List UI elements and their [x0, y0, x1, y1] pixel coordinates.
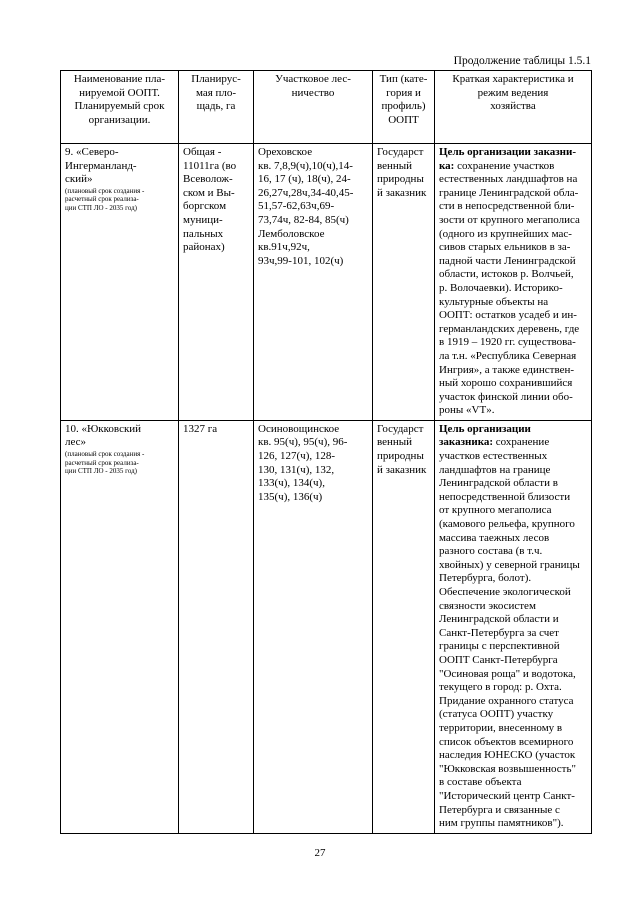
description-line: разного состава (в т.ч. [439, 545, 543, 558]
cell-oopt-name [61, 144, 179, 421]
description-line: зости от крупного мегаполиса [439, 213, 580, 226]
description-line: хвойных) у северной границы [439, 558, 580, 571]
description-line: Придание охранного статуса [439, 694, 574, 707]
forestry-line: 135(ч), 136(ч) [258, 490, 323, 503]
planned-term-note: ции СТП ЛО - 2035 год) [65, 467, 138, 476]
description-line: Петербурга и связанные с [439, 803, 560, 816]
goal-lead-tail: сохранение участков [454, 159, 555, 172]
area-line: 1327 га [183, 422, 218, 435]
forestry-line: кв. 7,8,9(ч),10(ч),14- [258, 159, 353, 172]
cell-area [179, 144, 254, 421]
table-body [61, 144, 592, 834]
area-line: 11011га (во [183, 159, 237, 172]
type-line: природны [377, 450, 424, 463]
header-name [61, 71, 179, 144]
type-line: Государст [377, 422, 424, 435]
forestry-line: 126, 127(ч), 128- [258, 450, 336, 463]
planned-term-note: (плановый срок создания - [65, 186, 145, 195]
description-line: ла т.н. «Республика Северная [439, 349, 577, 362]
cell-description [435, 420, 592, 833]
description-line: Обеспечение экологической [439, 586, 571, 598]
header-line: организации. [88, 113, 151, 126]
forestry-line: 133(ч), 134(ч), [258, 477, 325, 490]
description-line: естественных ландшафтов на [439, 173, 578, 186]
planned-term-note: расчетный срок реализа- [65, 195, 139, 204]
area-line: ском и Вы- [183, 186, 235, 199]
description-line: ним группы памятников"). [439, 817, 564, 830]
description-line: ландшафтов на границе [439, 463, 551, 476]
header-line: гория и [386, 86, 421, 99]
header-type [373, 71, 435, 144]
description-line: ООПТ Санкт-Петербурга [439, 653, 558, 666]
description-line: границы с перспективной [439, 640, 560, 653]
type-line: венный [377, 159, 413, 172]
header-line: Участковое лес- [275, 73, 351, 85]
goal-lead-tail: сохранение [493, 436, 550, 449]
header-line: режим ведения [477, 86, 549, 99]
description-line: "Исторический центр Санкт- [439, 789, 575, 802]
description-line: области, истоков р. Волчьей, [439, 268, 574, 281]
type-line: Государст [377, 146, 424, 158]
goal-lead-text: Цель организации заказни- [439, 146, 577, 158]
description-lead-line [439, 423, 587, 437]
header-line: Тип (кате- [379, 73, 428, 85]
type-line: й заказник [377, 186, 427, 199]
description-line: текущего в город: р. Охта. [439, 681, 562, 694]
oopt-table [60, 70, 592, 834]
area-line: муници- [183, 213, 223, 226]
header-line: нируемой ООПТ. [79, 86, 160, 99]
description-line: массива таежных лесов [439, 531, 550, 544]
description-line: от крупного мегаполиса [439, 504, 552, 517]
type-line: й заказник [377, 463, 427, 476]
description-line: Ленинградской области и [439, 613, 559, 626]
planned-term-note: (плановый срок создания - [65, 450, 145, 459]
area-line: Всеволож- [183, 173, 233, 186]
description-lead-line [439, 436, 587, 450]
description-lead-line [439, 160, 587, 174]
header-line: профиль) [381, 100, 426, 113]
header-line: мая пло- [195, 86, 237, 99]
table-row [61, 420, 592, 833]
description-line: культурные объекты на [439, 295, 549, 308]
forestry-line: кв. 95(ч), 95(ч), 96- [258, 436, 348, 449]
description-line: сти в непосредственной бли- [439, 200, 575, 213]
description-line: Ленинградской области в [439, 477, 558, 490]
description-line: связности экосистем [439, 599, 536, 612]
description-line: в 1919 – 1920 гг. существова- [439, 336, 576, 349]
forestry-line: 16, 17 (ч), 18(ч), 24- [258, 173, 351, 186]
goal-lead-text: Цель организации [439, 422, 531, 435]
description-line: (камового рельефа, крупного [439, 518, 575, 531]
description-line: границе Ленинградской обла- [439, 186, 579, 199]
forestry-line: 93ч,99-101, 102(ч) [258, 254, 344, 267]
area-line: Общая - [183, 146, 222, 158]
forestry-line: кв.91ч,92ч, [258, 241, 310, 254]
description-line: в составе объекта [439, 776, 522, 789]
area-line: боргском [183, 200, 227, 213]
header-area [179, 71, 254, 144]
cell-forestry [254, 420, 373, 833]
description-line: Ингрия», а также единствен- [439, 363, 575, 376]
oopt-name-line: Ингерманланд- [65, 159, 137, 172]
header-line: Наименование пла- [73, 73, 166, 85]
forestry-line: Осиновощинское [258, 422, 340, 435]
table-header-row [61, 71, 592, 144]
description-line: ный хорошо сохранившийся [439, 377, 573, 390]
header-line: ООПТ [388, 113, 419, 126]
description-line: участков естественных [439, 450, 548, 463]
description-line: сивов старых ельников в за- [439, 241, 571, 254]
goal-lead-text: заказника: [439, 436, 494, 449]
description-line: (статуса ООПТ) участку [439, 708, 554, 721]
page-number: 27 [314, 847, 326, 859]
description-line: территории, внесенному в [439, 721, 563, 734]
cell-oopt-name [61, 420, 179, 833]
description-line: германландских деревень, где [439, 322, 580, 335]
description-line: участок финской линии обо- [439, 390, 573, 403]
cell-type [373, 420, 435, 833]
type-line: венный [377, 436, 413, 449]
description-line: список объектов всемирного [439, 735, 574, 748]
description-line: непосредственной близости [439, 490, 571, 503]
forestry-line: 26,27ч,28ч,34-40,45- [258, 186, 354, 199]
header-line: щадь, га [196, 100, 236, 113]
area-line: пальных [183, 227, 224, 240]
forestry-line: Ореховское [258, 146, 313, 158]
cell-description [435, 144, 592, 421]
table-caption: Продолжение таблицы 1.5.1 [453, 55, 591, 67]
description-line: падной части Ленинградской [439, 254, 576, 267]
forestry-line: Лемболовское [258, 227, 325, 240]
oopt-name-line: 10. «Юкковский [65, 422, 142, 435]
forestry-line: 130, 131(ч), 132, [258, 463, 335, 476]
description-line: "Осиновая роща" и водотока, [439, 667, 576, 680]
header-line: Планируемый срок [74, 100, 165, 113]
table-row [61, 144, 592, 421]
description-lead-line [439, 146, 587, 160]
planned-term-note: ции СТП ЛО - 2035 год) [65, 203, 138, 212]
area-line: районах) [183, 241, 225, 254]
header-line: Планирус- [191, 73, 241, 85]
type-line: природны [377, 173, 424, 186]
description-line: наследия ЮНЕСКО (участок [439, 749, 576, 762]
oopt-name-line: ский» [65, 173, 93, 186]
description-line: р. Волочаевки). Историко- [439, 281, 563, 294]
description-line: ООПТ: остатков усадеб и ин- [439, 309, 577, 322]
description-line: Петербурга, болот). [439, 572, 532, 585]
goal-lead-text: ка: [439, 159, 455, 172]
cell-type [373, 144, 435, 421]
header-description [435, 71, 592, 144]
description-line: Санкт-Петербурга за счет [439, 626, 559, 639]
cell-forestry [254, 144, 373, 421]
description-line: "Юкковская возвышенность" [439, 762, 576, 775]
description-line: роны «VT». [439, 404, 495, 417]
forestry-line: 73,74ч, 82-84, 85(ч) [258, 213, 349, 226]
header-forestry [254, 71, 373, 144]
header-line: Краткая характеристика и [452, 73, 574, 85]
header-line: ничество [291, 86, 335, 99]
cell-area [179, 420, 254, 833]
header-line: хозяйства [490, 100, 536, 113]
forestry-line: 51,57-62,63ч,69- [258, 200, 335, 213]
planned-term-note: расчетный срок реализа- [65, 458, 139, 467]
oopt-name-line: лес» [65, 436, 87, 449]
description-line: (одного из крупнейших мас- [439, 227, 572, 240]
oopt-name-line: 9. «Северо- [65, 146, 119, 158]
